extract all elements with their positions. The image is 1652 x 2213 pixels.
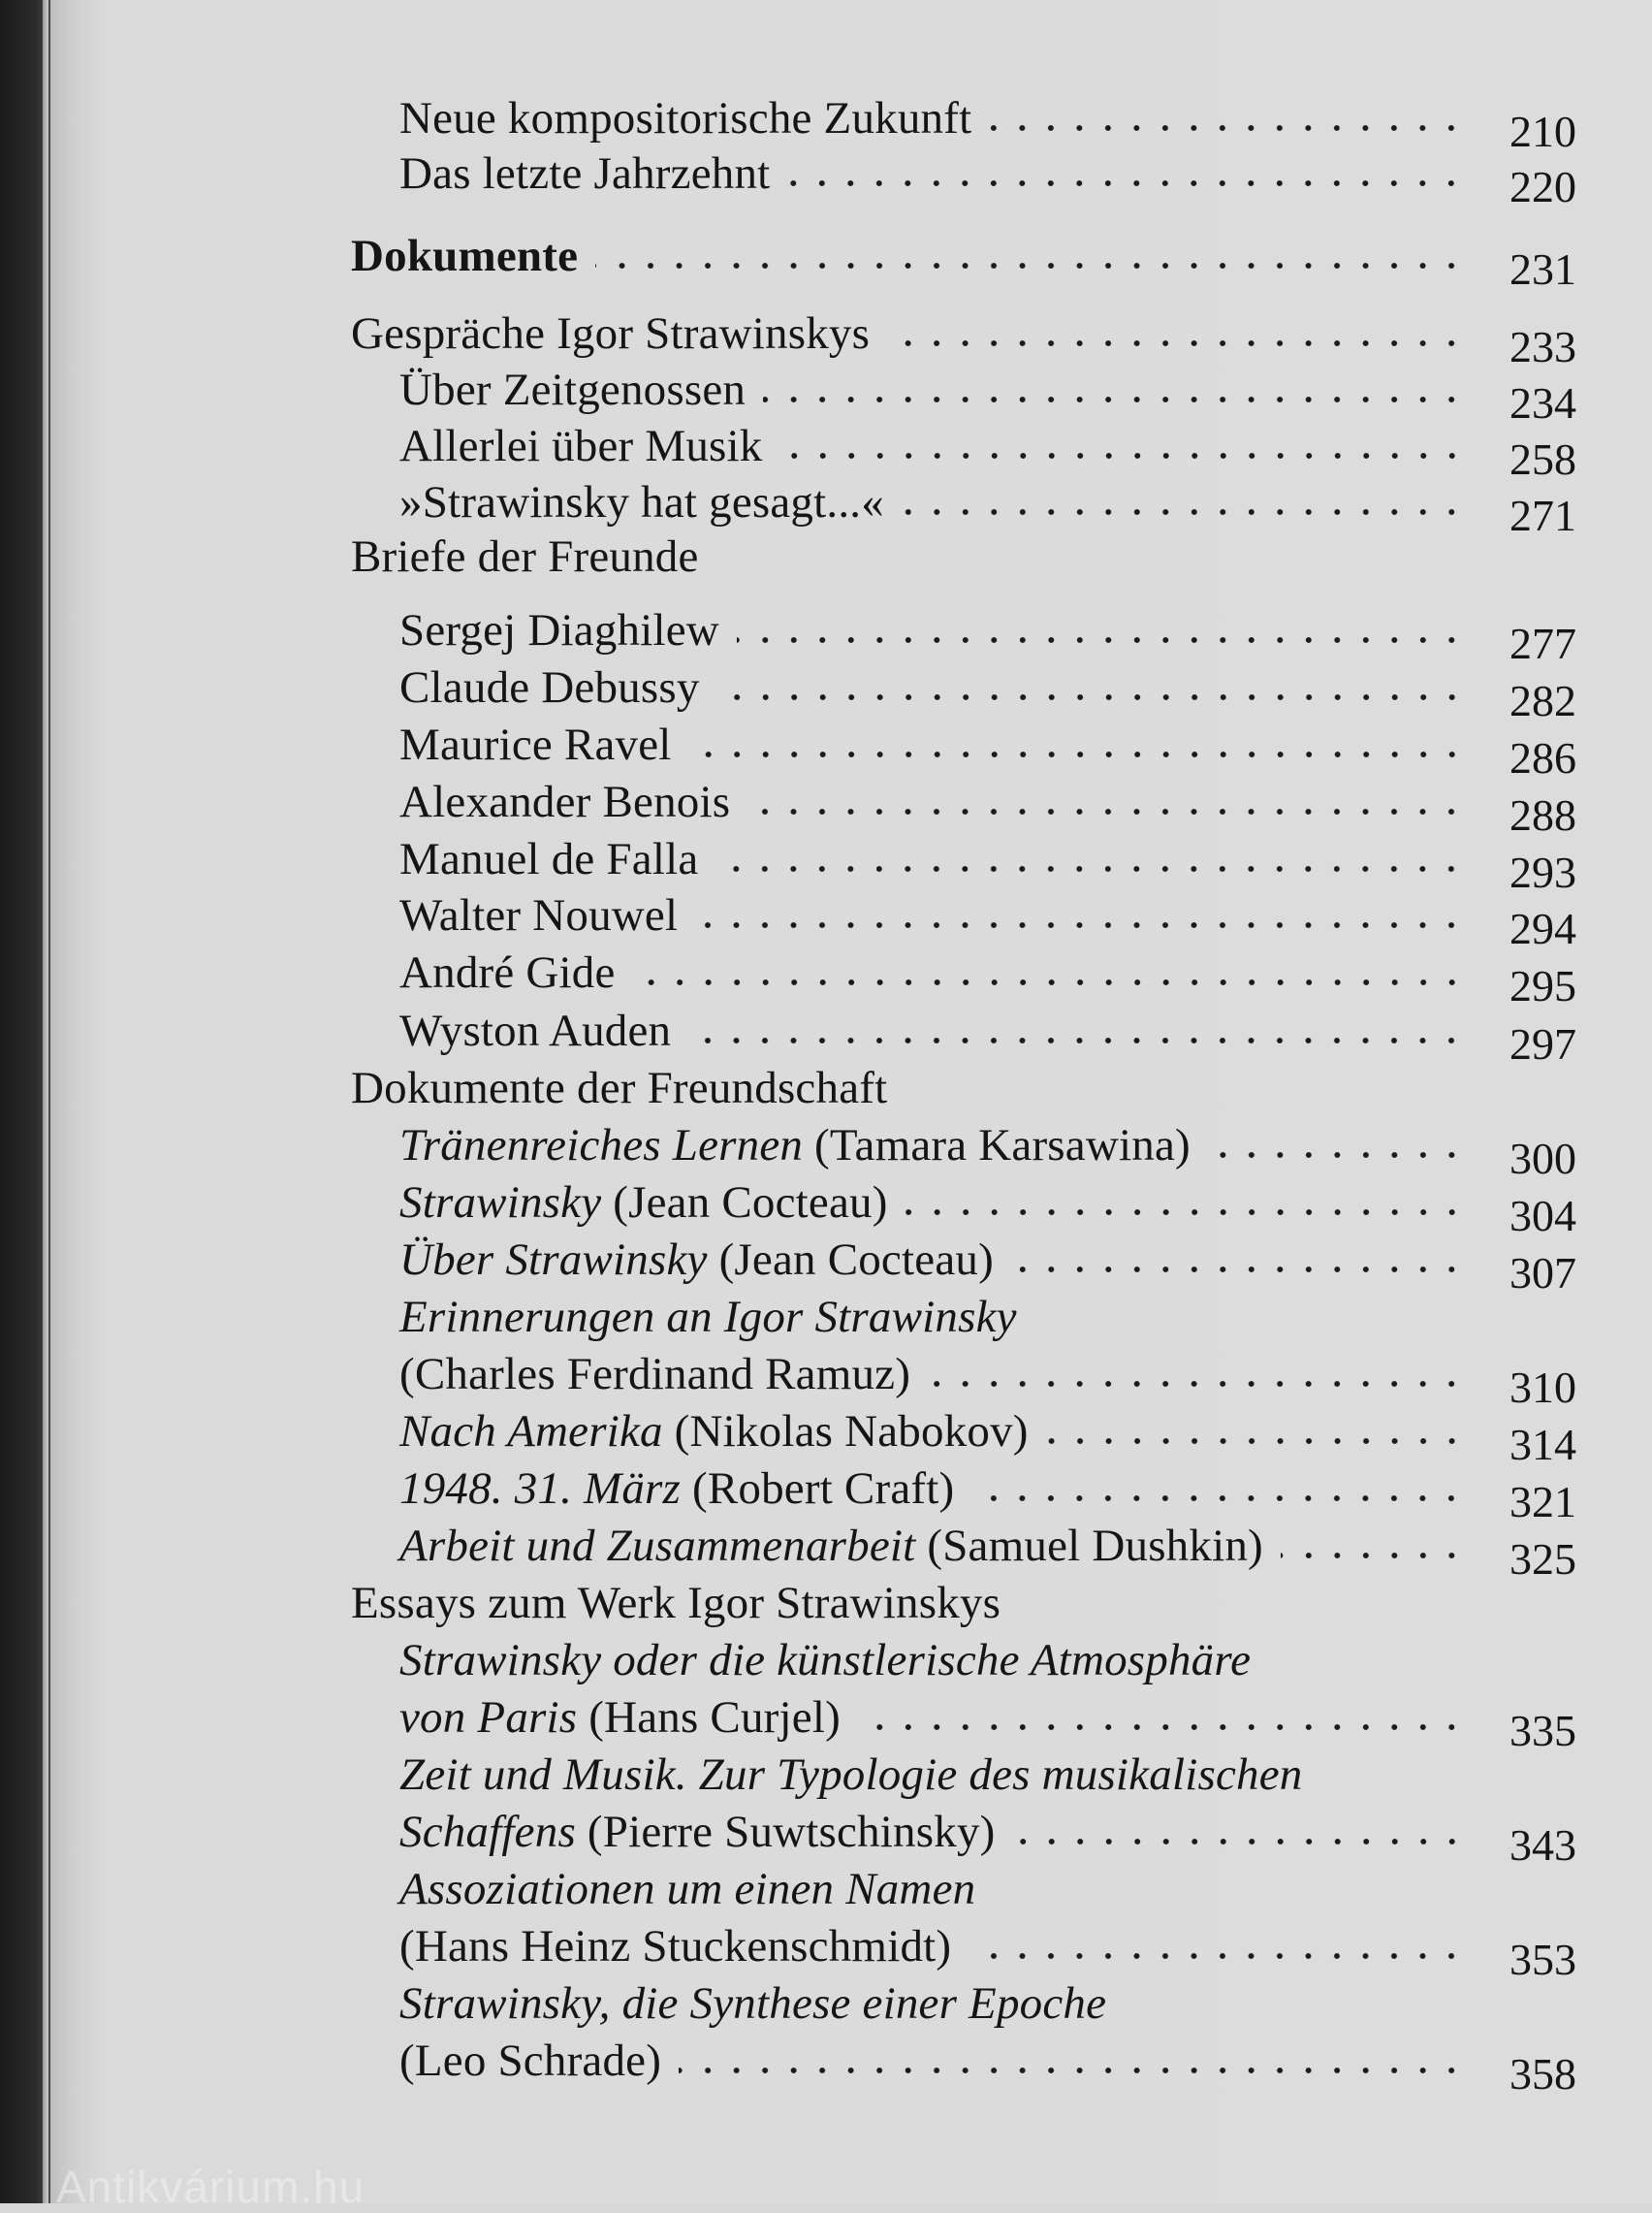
toc-entry-title	[351, 231, 578, 281]
toc-entry	[0, 1006, 1652, 1069]
toc-entry-title	[399, 1349, 910, 1399]
toc-entry-dot-leader	[1013, 1838, 1466, 1845]
toc-entry-dot-leader	[887, 339, 1466, 347]
toc-entry-dot-leader	[928, 1380, 1466, 1388]
toc-entry	[0, 777, 1652, 840]
watermark: Antikvárium.hu	[56, 2162, 365, 2212]
toc-entry-title-part: (Robert Craft)	[681, 1463, 955, 1514]
toc-entry-title-part: Allerlei über Musik	[399, 421, 763, 471]
toc-entry-title-part: Assoziationen um einen Namen	[399, 1864, 976, 1914]
toc-entry-title-part: Claude Debussy	[399, 662, 700, 713]
toc-entry-title-part: Wyston Auden	[399, 1006, 672, 1056]
toc-entry-title-part: von Paris	[399, 1692, 578, 1743]
toc-entry-title-part: (Charles Ferdinand Ramuz)	[399, 1349, 911, 1399]
toc-entry	[0, 662, 1652, 725]
toc-entry-dot-leader	[1046, 1437, 1466, 1445]
toc-entry-dot-leader	[905, 1208, 1466, 1216]
toc-entry	[0, 477, 1652, 540]
toc-entry-title	[399, 1692, 841, 1743]
toc-entry-dot-leader	[1281, 1552, 1466, 1559]
toc-entry-title	[399, 1177, 888, 1228]
toc-entry-title-part: Dokumente	[351, 231, 579, 281]
toc-entry-title-part: (Hans Curjel)	[577, 1692, 841, 1743]
toc-entry-title-part: Alexander Benois	[399, 777, 731, 827]
toc-entry-title-part: Zeit und Musik. Zur Typologie des musikalischen	[399, 1749, 1303, 1800]
toc-entry	[0, 148, 1652, 211]
toc-entry-dot-leader	[695, 921, 1466, 929]
toc-entry-title	[399, 1292, 1017, 1342]
toc-entry-dot-leader	[1208, 1151, 1466, 1159]
toc-entry	[0, 1406, 1652, 1469]
toc-entry-title	[351, 1063, 887, 1113]
toc-entry-title	[399, 477, 884, 528]
toc-entry-title-part: André Gide	[399, 947, 616, 998]
toc-entry-title	[399, 1978, 1106, 2029]
toc-entry-title-part: Dokumente der Freundschaft	[351, 1063, 888, 1113]
toc-entry	[0, 890, 1652, 953]
toc-entry-title	[399, 1521, 1263, 1571]
toc-entry-title-part: Erinnerungen an Igor Strawinsky	[399, 1292, 1017, 1342]
toc-entry-page-number: 210	[1509, 107, 1576, 156]
toc-entry-page-number: 220	[1509, 162, 1576, 211]
toc-entry-title-part: Strawinsky oder die künstlerische Atmosphäre	[399, 1635, 1252, 1685]
toc-entry	[0, 421, 1652, 484]
toc-entry-title-part: Essays zum Werk Igor Strawinskys	[351, 1578, 1001, 1628]
toc-entry	[0, 231, 1652, 294]
toc-entry	[0, 365, 1652, 428]
toc-entry-page-number: 314	[1509, 1420, 1576, 1469]
toc-entry-title-part: Strawinsky	[399, 1177, 602, 1228]
toc-entry-page-number: 282	[1509, 676, 1576, 725]
toc-entry-dot-leader	[689, 751, 1466, 758]
toc-entry	[0, 1807, 1652, 1870]
toc-entry	[0, 1864, 1652, 1922]
toc-entry-title	[399, 1807, 996, 1857]
toc-entry	[0, 720, 1652, 783]
toc-entry-page-number: 231	[1509, 244, 1576, 294]
toc-entry-page-number: 258	[1509, 434, 1576, 484]
toc-entry-dot-leader	[688, 1037, 1466, 1044]
toc-entry-dot-leader	[780, 452, 1467, 460]
toc-entry-page-number: 325	[1509, 1534, 1576, 1584]
toc-entry-page-number: 307	[1509, 1248, 1576, 1298]
toc-entry	[0, 308, 1652, 371]
toc-entry-dot-leader	[633, 978, 1466, 986]
toc-entry	[0, 834, 1652, 897]
toc-entry-dot-leader	[747, 808, 1466, 816]
toc-entry	[0, 1349, 1652, 1412]
toc-entry-title-part: Sergej Diaghilew	[399, 605, 719, 656]
toc-entry-page-number: 286	[1509, 733, 1576, 783]
toc-entry-title	[399, 148, 770, 199]
toc-entry	[0, 1635, 1652, 1693]
toc-entry	[0, 947, 1652, 1010]
toc-entry-title-part: Walter Nouwel	[399, 890, 679, 941]
toc-entry-page-number: 234	[1509, 378, 1576, 428]
toc-entry-title	[351, 531, 699, 582]
toc-entry-page-number: 310	[1509, 1363, 1576, 1412]
toc-entry-dot-leader	[715, 865, 1466, 873]
toc-entry-page-number: 343	[1509, 1820, 1576, 1870]
toc-entry-title	[399, 605, 719, 656]
toc-entry-page-number: 353	[1509, 1935, 1576, 1984]
toc-entry-title	[351, 1578, 1001, 1628]
toc-entry-title-part: Tränenreiches Lernen	[399, 1120, 804, 1171]
toc-entry-page-number: 288	[1509, 790, 1576, 840]
toc-entry-title-part: Über Strawinsky	[399, 1235, 708, 1285]
toc-entry	[0, 1921, 1652, 1984]
toc-entry-title	[399, 1749, 1302, 1800]
toc-entry	[0, 93, 1652, 156]
toc-entry-title-part: (Jean Cocteau)	[601, 1177, 888, 1228]
toc-entry-title-part: Maurice Ravel	[399, 720, 672, 770]
toc-entry	[0, 1978, 1652, 2037]
toc-entry-dot-leader	[737, 636, 1466, 644]
toc-entry-page-number: 294	[1509, 904, 1576, 953]
toc-entry-title-part: Neue kompositorische Zukunft	[399, 93, 972, 144]
toc-entry	[0, 1292, 1652, 1350]
toc-entry	[0, 605, 1652, 668]
toc-entry-title	[399, 947, 616, 998]
toc-entry	[0, 1463, 1652, 1526]
toc-entry-page-number: 321	[1509, 1477, 1576, 1526]
toc-entry-dot-leader	[989, 124, 1466, 132]
toc-entry-title-part: Das letzte Jahrzehnt	[399, 148, 771, 199]
toc-entry-title	[399, 1406, 1029, 1457]
toc-entry-title	[399, 93, 971, 144]
toc-entry-title-part: (Tamara Karsawina)	[803, 1120, 1191, 1171]
toc-entry-title-part: Arbeit und Zusammenarbeit	[399, 1521, 916, 1571]
toc-entry-title-part: (Jean Cocteau)	[707, 1235, 994, 1285]
toc-entry-page-number: 293	[1509, 848, 1576, 897]
toc-entry	[0, 2036, 1652, 2099]
toc-entry-title	[399, 890, 678, 941]
toc-entry-dot-leader	[1011, 1266, 1466, 1273]
toc-entry-title-part: (Pierre Suwtschinsky)	[575, 1807, 996, 1857]
toc-entry-page-number: 335	[1509, 1706, 1576, 1755]
toc-entry-title	[399, 777, 730, 827]
toc-entry-title-part: (Nikolas Nabokov)	[662, 1406, 1029, 1457]
toc-entry-page-number: 300	[1509, 1134, 1576, 1183]
toc-entry-title	[399, 834, 698, 884]
toc-entry-title	[351, 308, 870, 359]
toc-entry-title-part: (Hans Heinz Stuckenschmidt)	[399, 1921, 952, 1972]
toc-entry-title	[399, 365, 746, 415]
toc-entry	[0, 1177, 1652, 1240]
toc-entry-title	[399, 1235, 994, 1285]
toc-entry-title	[399, 1120, 1191, 1171]
toc-entry-title-part: Schaffens	[399, 1807, 576, 1857]
toc-entry-title-part: Strawinsky, die Synthese einer Epoche	[399, 1978, 1107, 2029]
toc-entry-dot-leader	[858, 1723, 1466, 1731]
toc-entry	[0, 1749, 1652, 1808]
toc-entry	[0, 1120, 1652, 1183]
toc-entry-page-number: 297	[1509, 1019, 1576, 1069]
toc-entry-dot-leader	[787, 179, 1466, 187]
toc-entry-title-part: (Samuel Dushkin)	[915, 1521, 1263, 1571]
toc-entry-dot-leader	[971, 1494, 1466, 1502]
toc-entry	[0, 1235, 1652, 1298]
toc-entry-title	[399, 662, 700, 713]
toc-entry-page-number: 295	[1509, 961, 1576, 1010]
toc-entry-dot-leader	[763, 396, 1466, 403]
toc-entry-title	[399, 1864, 975, 1914]
toc-entry-title-part: Gespräche Igor Strawinskys	[351, 308, 871, 359]
toc-entry-page-number: 358	[1509, 2049, 1576, 2099]
toc-entry	[0, 1578, 1652, 1636]
toc-entry-title-part: Manuel de Falla	[399, 834, 699, 884]
toc-entry-page-number: 233	[1509, 322, 1576, 371]
toc-entry-title	[399, 421, 763, 471]
toc-entry-dot-leader	[902, 508, 1466, 516]
toc-entry-dot-leader	[717, 693, 1466, 701]
toc-entry-title-part: »Strawinsky hat gesagt...«	[399, 477, 884, 528]
toc-entry-title	[399, 1463, 954, 1514]
toc-entry-page-number: 277	[1509, 619, 1576, 668]
toc-entry	[0, 531, 1652, 590]
toc-entry-title	[399, 2036, 661, 2086]
toc-entry-title-part: Briefe der Freunde	[351, 531, 699, 582]
toc-entry-title	[399, 1006, 671, 1056]
toc-entry-title	[399, 1635, 1251, 1685]
toc-entry-title	[399, 720, 672, 770]
toc-entry-dot-leader	[679, 2067, 1466, 2074]
toc-entry-dot-leader	[969, 1952, 1466, 1960]
toc-entry-title-part: Nach Amerika	[399, 1406, 663, 1457]
toc-entry	[0, 1063, 1652, 1121]
toc-entry-dot-leader	[595, 262, 1466, 270]
toc-entry-title-part: 1948. 31. März	[399, 1463, 682, 1514]
toc-entry-title	[399, 1921, 951, 1972]
toc-entry-title-part: (Leo Schrade)	[399, 2036, 662, 2086]
toc-entry-page-number: 271	[1509, 491, 1576, 540]
toc-entry-page-number: 304	[1509, 1191, 1576, 1240]
toc-entry	[0, 1521, 1652, 1584]
toc-entry-title-part: Über Zeitgenossen	[399, 365, 747, 415]
toc-entry	[0, 1692, 1652, 1755]
